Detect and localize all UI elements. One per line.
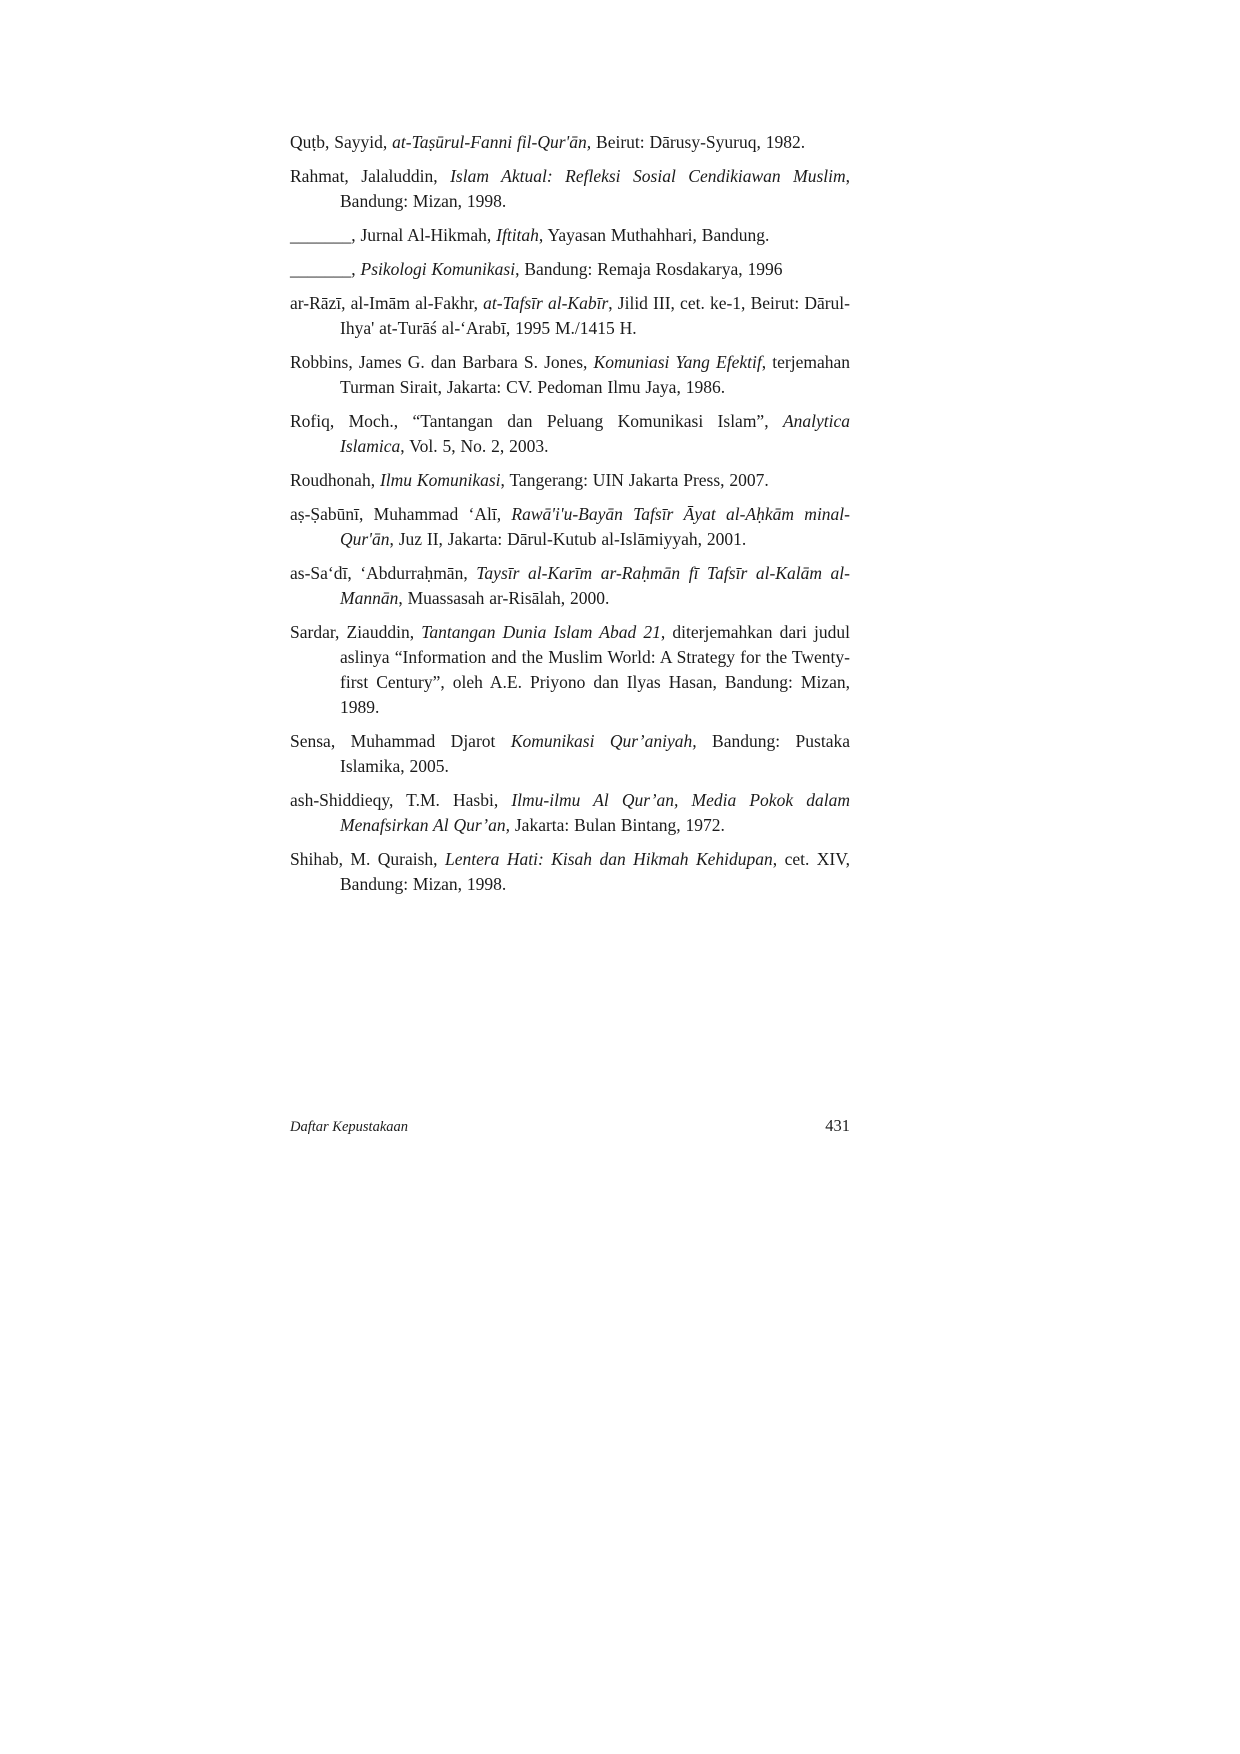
entry-text: Sensa, Muhammad Djarot	[290, 731, 511, 751]
entry-text: as-Sa‘dī, ‘Abdurraḥmān,	[290, 563, 477, 583]
bibliography-entry	[290, 130, 850, 155]
entry-text: Jakarta: Bulan Bintang, 1972.	[510, 815, 725, 835]
entry-text: Shihab, M. Quraish,	[290, 849, 445, 869]
entry-text: , Vol. 5, No. 2, 2003.	[400, 436, 549, 456]
footer-section-title: Daftar Kepustakaan	[290, 1119, 409, 1135]
entry-text: ar-Rāzī, al-Imām al-Fakhr,	[290, 293, 484, 313]
entry-title-italic: Psikologi Komunikasi	[360, 259, 516, 279]
entry-text: Robbins, James G. dan Barbara S. Jones,	[290, 352, 594, 372]
entry-title-italic: Islam Aktual: Refleksi Sosial Cendikiawan Muslim	[450, 166, 846, 186]
entry-text: Roudhonah,	[290, 470, 380, 490]
entry-text: Sardar, Ziauddin,	[290, 622, 422, 642]
entry-text: , Muassasah ar-Risālah, 2000.	[398, 588, 610, 608]
entry-text: Bandung: Pustaka Islamika, 2005.	[340, 731, 850, 776]
entry-title-italic: Taysīr al-Karīm ar-Raḥmān fī Tafsīr al-Kalām al-Mannān	[340, 563, 850, 608]
entry-text: , terjemahan Turman Sirait, Jakarta: CV. Pedoman Ilmu Jaya, 1986.	[340, 352, 850, 397]
entry-title-italic: Komunikasi Qur’aniyah,	[510, 731, 697, 751]
entry-text: , Tangerang: UIN Jakarta Press, 2007.	[500, 470, 769, 490]
entry-text: Rofiq, Moch., “Tantangan dan Peluang Komunikasi Islam”,	[290, 411, 783, 431]
entry-text: , diterjemahkan dari judul aslinya “Information and the Muslim World: A Strategy for the Twenty-first Century”, oleh A.E. Priyono dan Ilyas Hasan, Bandung: Mizan, 1989.	[340, 622, 851, 717]
entry-title-italic: at-Tafsīr al-Kabīr	[483, 293, 609, 313]
entry-text: , cet. XIV, Bandung: Mizan, 1998.	[340, 849, 851, 894]
bibliography-entry	[290, 257, 850, 282]
bibliography-entry	[290, 729, 850, 779]
bibliography-entry	[290, 223, 850, 248]
entry-text: Quṭb, Sayyid,	[290, 132, 393, 152]
bibliography-entry	[290, 847, 850, 897]
entry-text: _______, Jurnal Al-Hikmah,	[290, 225, 497, 245]
entry-text: _______,	[290, 259, 361, 279]
bibliography-entry	[290, 561, 850, 611]
page-footer	[290, 1116, 850, 1136]
entry-text: ash-Shiddieqy, T.M. Hasbi,	[290, 790, 512, 810]
entry-title-italic: Rawā'i'u-Bayān Tafsīr Āyat al-Aḥkām minal-Qur'ān	[340, 504, 850, 549]
entry-text: , Juz II, Jakarta: Dārul-Kutub al-Islāmiyyah, 2001.	[389, 529, 747, 549]
entry-text: aṣ-Ṣabūnī, Muhammad ‘Alī,	[290, 504, 512, 524]
entry-title-italic: Ilmu-ilmu Al Qur’an, Media Pokok dalam Menafsirkan Al Qur’an,	[340, 790, 850, 835]
entry-title-italic: Analytica Islamica	[340, 411, 850, 456]
entry-text: , Bandung: Mizan, 1998.	[340, 166, 850, 211]
bibliography-entry	[290, 291, 850, 341]
footer-page-number: 431	[825, 1116, 850, 1135]
bibliography-entry	[290, 350, 850, 400]
entry-title-italic: Komuniasi Yang Efektif	[593, 352, 762, 372]
entry-text: , Jilid III, cet. ke-1, Beirut: Dārul-Ihya' at-Turāś al-‘Arabī, 1995 M./1415 H.	[340, 293, 850, 338]
bibliography-entry	[290, 502, 850, 552]
entry-title-italic: at-Taṣūrul-Fanni fil-Qur'ān,	[392, 132, 597, 152]
entry-title-italic: Ilmu Komunikasi	[379, 470, 501, 490]
entry-text: , Bandung: Remaja Rosdakarya, 1996	[515, 259, 783, 279]
bibliography-entry	[290, 620, 850, 720]
bibliography-list	[290, 130, 850, 906]
bibliography-entry	[290, 409, 850, 459]
bibliography-entry	[290, 788, 850, 838]
entry-text: Beirut: Dārusy-Syuruq, 1982.	[596, 132, 806, 152]
entry-title-italic: Iftitah	[496, 225, 539, 245]
entry-text: , Yayasan Muthahhari, Bandung.	[538, 225, 770, 245]
bibliography-entry	[290, 164, 850, 214]
entry-title-italic: Lentera Hati: Kisah dan Hikmah Kehidupan	[444, 849, 773, 869]
bibliography-entry	[290, 468, 850, 493]
entry-text: Rahmat, Jalaluddin,	[290, 166, 451, 186]
entry-title-italic: Tantangan Dunia Islam Abad 21	[421, 622, 661, 642]
